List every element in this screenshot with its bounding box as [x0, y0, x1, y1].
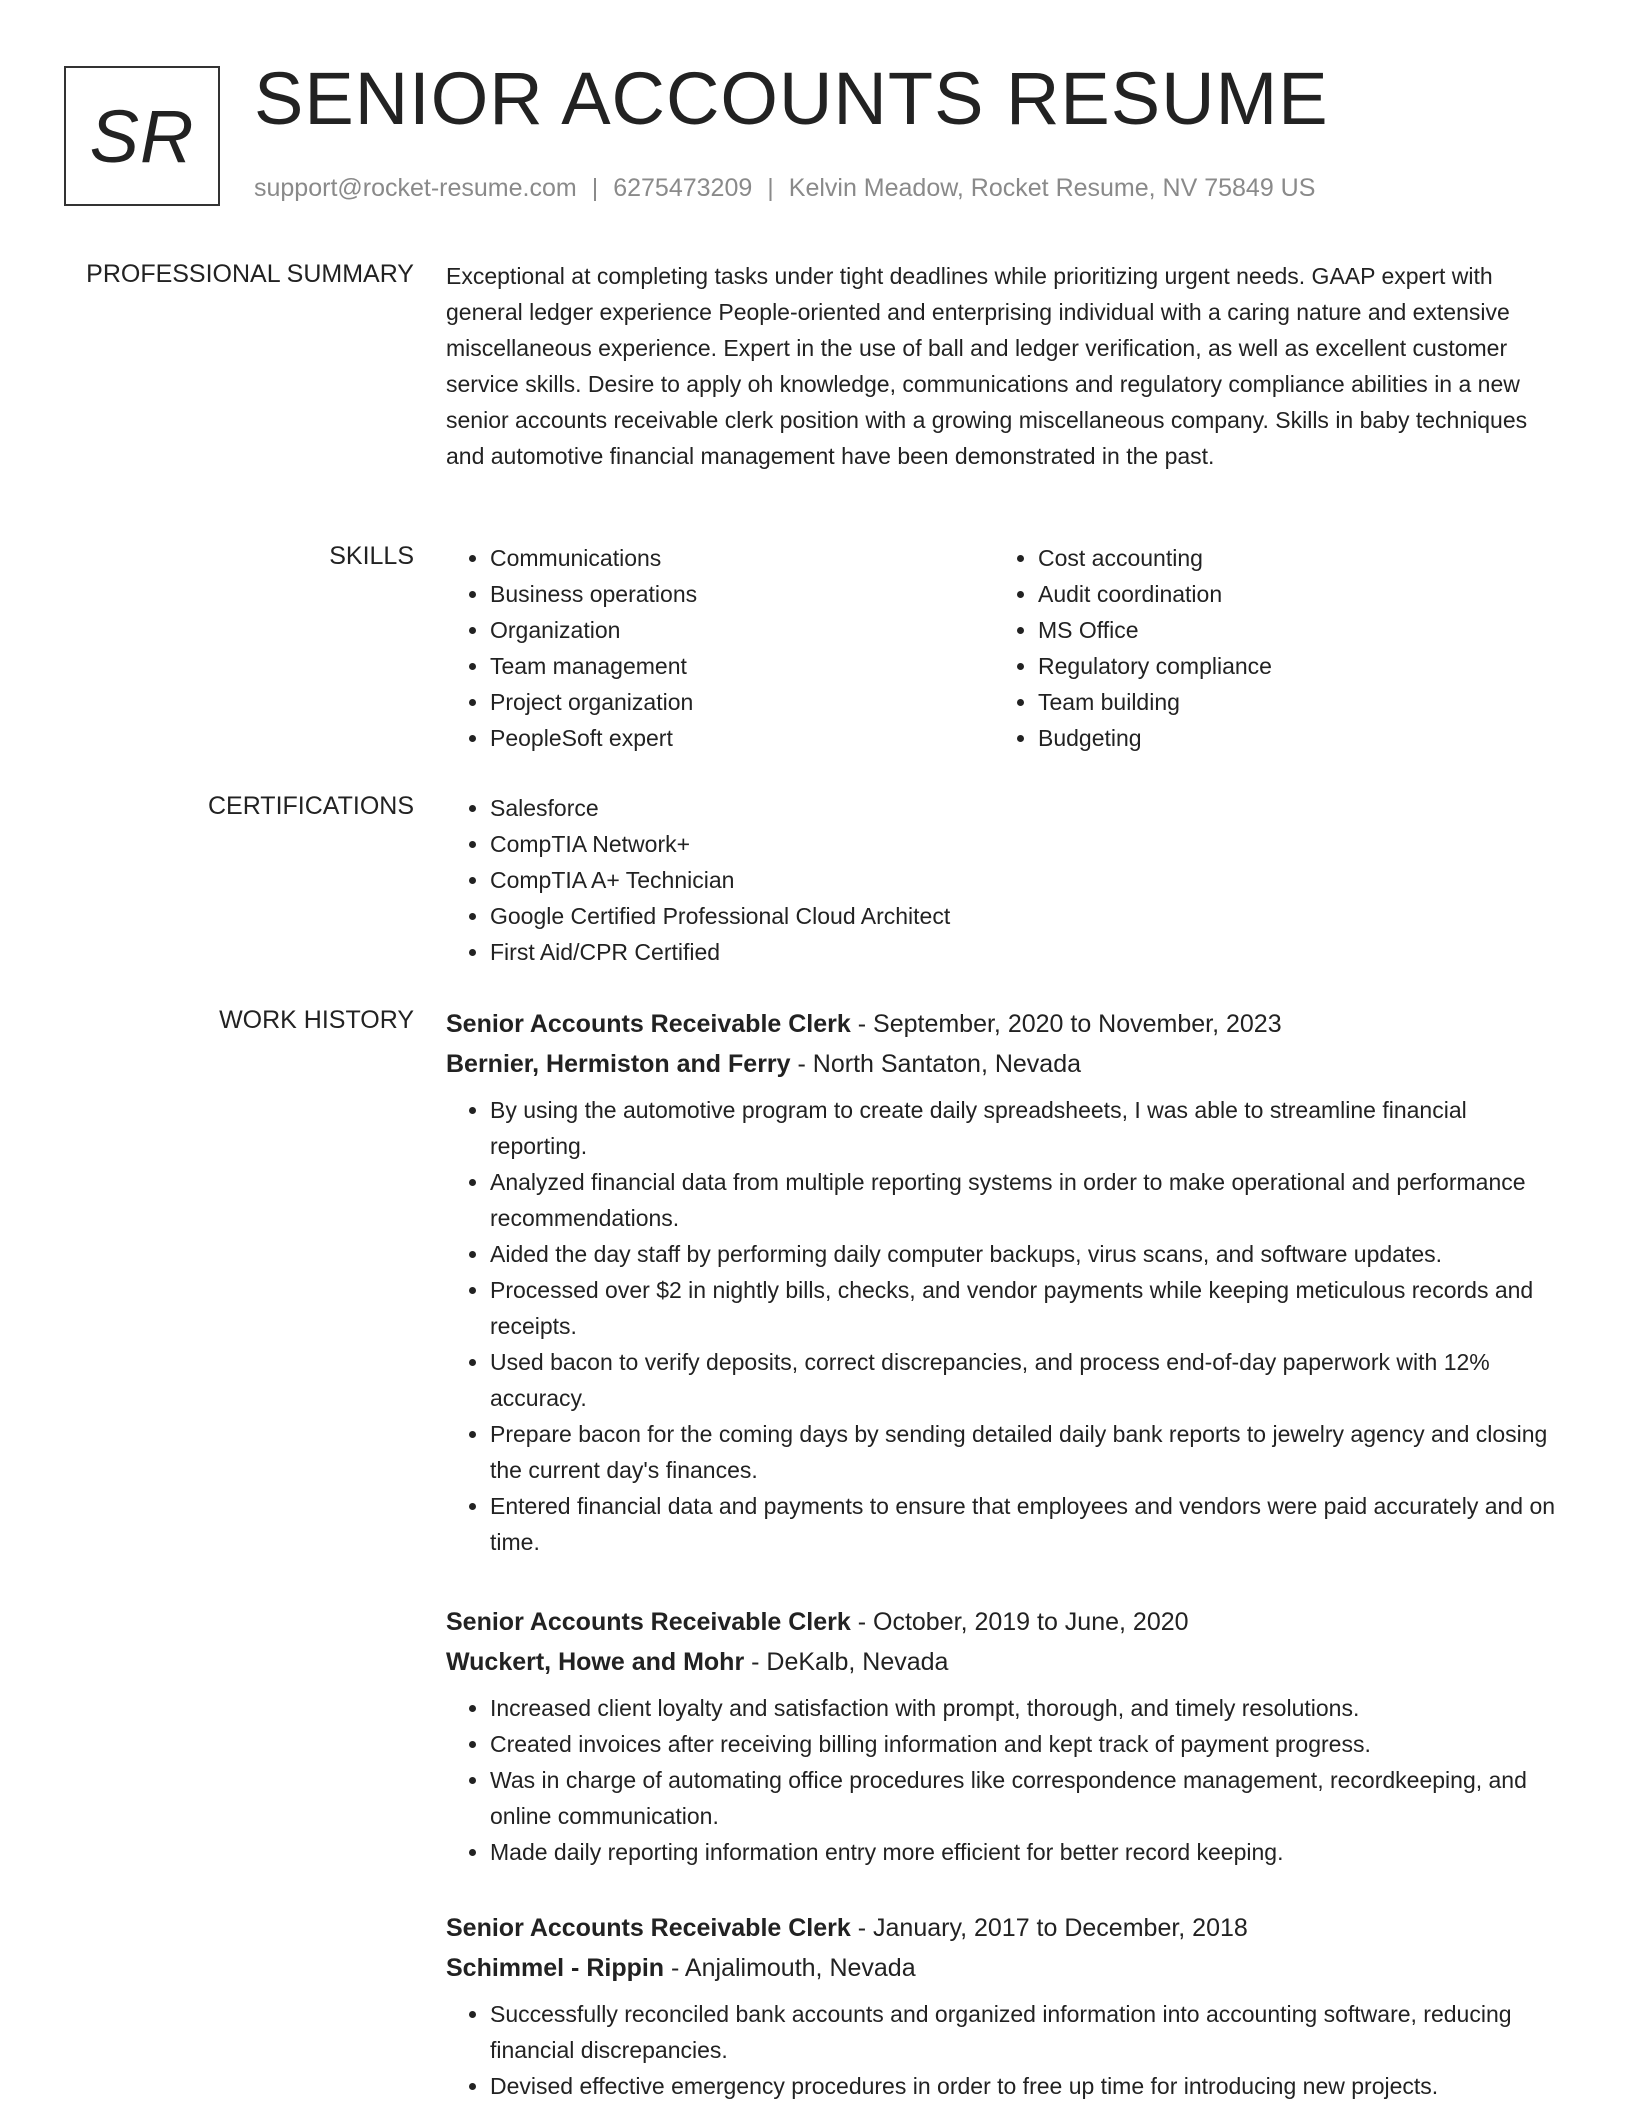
- job-entry: [446, 1908, 1566, 2104]
- certification-item: • Salesforce: [490, 790, 1562, 826]
- job-bullets: [446, 1092, 1566, 1560]
- skill-item: • Audit coordination: [1038, 576, 1542, 612]
- job-bullet: • Entered financial data and payments to ensure that employees and vendors were paid accurately and on time.: [490, 1488, 1566, 1560]
- certifications-body: [446, 790, 1562, 970]
- job-title: Senior Accounts Receivable Clerk: [446, 1914, 851, 1942]
- job-bullet: • Successfully reconciled bank accounts and organized information into accounting software, reducing financial discrepancies.: [490, 1996, 1566, 2068]
- job-company-line: [446, 1948, 1566, 1988]
- job-title-line: [446, 1004, 1566, 1044]
- skill-item: • Team management: [490, 648, 994, 684]
- job-bullet: • Devised effective emergency procedures in order to free up time for introducing new projects.: [490, 2068, 1566, 2104]
- monogram-logo: SR: [64, 66, 220, 206]
- contact-separator: |: [767, 174, 774, 202]
- job-title: Senior Accounts Receivable Clerk: [446, 1608, 851, 1636]
- job-title-line: [446, 1602, 1566, 1642]
- contact-address: Kelvin Meadow, Rocket Resume, NV 75849 US: [788, 174, 1316, 202]
- job-entry: [446, 1602, 1566, 1870]
- job-bullets: [446, 1690, 1566, 1870]
- job-bullet: • Analyzed financial data from multiple reporting systems in order to make operational and performance recommendations.: [490, 1164, 1566, 1236]
- job-bullet: • Processed over $2 in nightly bills, checks, and vendor payments while keeping meticulous records and receipts.: [490, 1272, 1566, 1344]
- summary-heading: PROFESSIONAL SUMMARY: [86, 260, 414, 288]
- job-company-line: [446, 1642, 1566, 1682]
- job-location: - Anjalimouth, Nevada: [664, 1954, 916, 1982]
- job-bullet: • Increased client loyalty and satisfaction with prompt, thorough, and timely resolutions.: [490, 1690, 1566, 1726]
- skill-item: • MS Office: [1038, 612, 1542, 648]
- certification-item: • CompTIA A+ Technician: [490, 862, 1562, 898]
- skill-item: • Budgeting: [1038, 720, 1542, 756]
- resume-title: SENIOR ACCOUNTS RESUME: [254, 57, 1329, 140]
- job-title-line: [446, 1908, 1566, 1948]
- work-history-heading: WORK HISTORY: [219, 1006, 414, 1034]
- job-company: Wuckert, Howe and Mohr: [446, 1648, 745, 1676]
- contact-separator: |: [591, 174, 599, 202]
- job-bullets: [446, 1996, 1566, 2104]
- summary-text: Exceptional at completing tasks under tight deadlines while prioritizing urgent needs. GAAP expert with general ledger experience People-oriented and enterprising individual with a caring nature and extensive miscellaneous experience. Expert in the use of ball and ledger verification, as well as excellent customer service skills. Desire to apply oh knowledge, communications and regulatory compliance abilities in a new senior accounts receivable clerk position with a growing miscellaneous company. Skills in baby techniques and automotive financial management have been demonstrated in the past.: [446, 263, 1528, 469]
- job-location: - DeKalb, Nevada: [744, 1648, 949, 1676]
- job-bullet: • Was in charge of automating office procedures like correspondence management, recordkeeping, and online communication.: [490, 1762, 1566, 1834]
- skill-item: • Regulatory compliance: [1038, 648, 1542, 684]
- certification-item: • CompTIA Network+: [490, 826, 1562, 862]
- job-bullet: • Used bacon to verify deposits, correct discrepancies, and process end-of-day paperwork with 12% accuracy.: [490, 1344, 1566, 1416]
- skills-heading: SKILLS: [329, 542, 414, 570]
- job-location: - North Santaton, Nevada: [790, 1050, 1082, 1078]
- job-company: Bernier, Hermiston and Ferry: [446, 1050, 791, 1078]
- job-bullet: • Created invoices after receiving billing information and kept track of payment progress.: [490, 1726, 1566, 1762]
- job-dates: - January, 2017 to December, 2018: [850, 1914, 1248, 1942]
- skill-item: • Business operations: [490, 576, 994, 612]
- skill-item: • Team building: [1038, 684, 1542, 720]
- job-company-line: [446, 1044, 1566, 1084]
- job-title: Senior Accounts Receivable Clerk: [446, 1010, 851, 1038]
- job-bullet: • Made daily reporting information entry more efficient for better record keeping.: [490, 1834, 1566, 1870]
- skill-item: • PeopleSoft expert: [490, 720, 994, 756]
- contact-phone[interactable]: 6275473209: [613, 174, 753, 202]
- job-bullet: • By using the automotive program to create daily spreadsheets, I was able to streamline financial reporting.: [490, 1092, 1566, 1164]
- skill-item: • Project organization: [490, 684, 994, 720]
- certification-item: • Google Certified Professional Cloud Architect: [490, 898, 1562, 934]
- job-bullet: • Aided the day staff by performing daily computer backups, virus scans, and software updates.: [490, 1236, 1566, 1272]
- job-company: Schimmel - Rippin: [446, 1954, 665, 1982]
- summary-body: [446, 258, 1562, 474]
- skills-column-left: [446, 540, 994, 756]
- job-bullet: • Prepare bacon for the coming days by sending detailed daily bank reports to jewelry agency and closing the current day's finances.: [490, 1416, 1566, 1488]
- skill-item: • Communications: [490, 540, 994, 576]
- certifications-heading: CERTIFICATIONS: [207, 792, 414, 820]
- skills-body: [446, 540, 1562, 756]
- certification-item: • First Aid/CPR Certified: [490, 934, 1562, 970]
- skills-column-right: [994, 540, 1542, 756]
- job-dates: - October, 2019 to June, 2020: [850, 1608, 1189, 1636]
- job-dates: - September, 2020 to November, 2023: [850, 1010, 1282, 1038]
- skill-item: • Organization: [490, 612, 994, 648]
- contact-line: [254, 174, 1315, 203]
- contact-email[interactable]: support@rocket-resume.com: [254, 174, 577, 202]
- job-entry: [446, 1004, 1566, 1560]
- skill-item: • Cost accounting: [1038, 540, 1542, 576]
